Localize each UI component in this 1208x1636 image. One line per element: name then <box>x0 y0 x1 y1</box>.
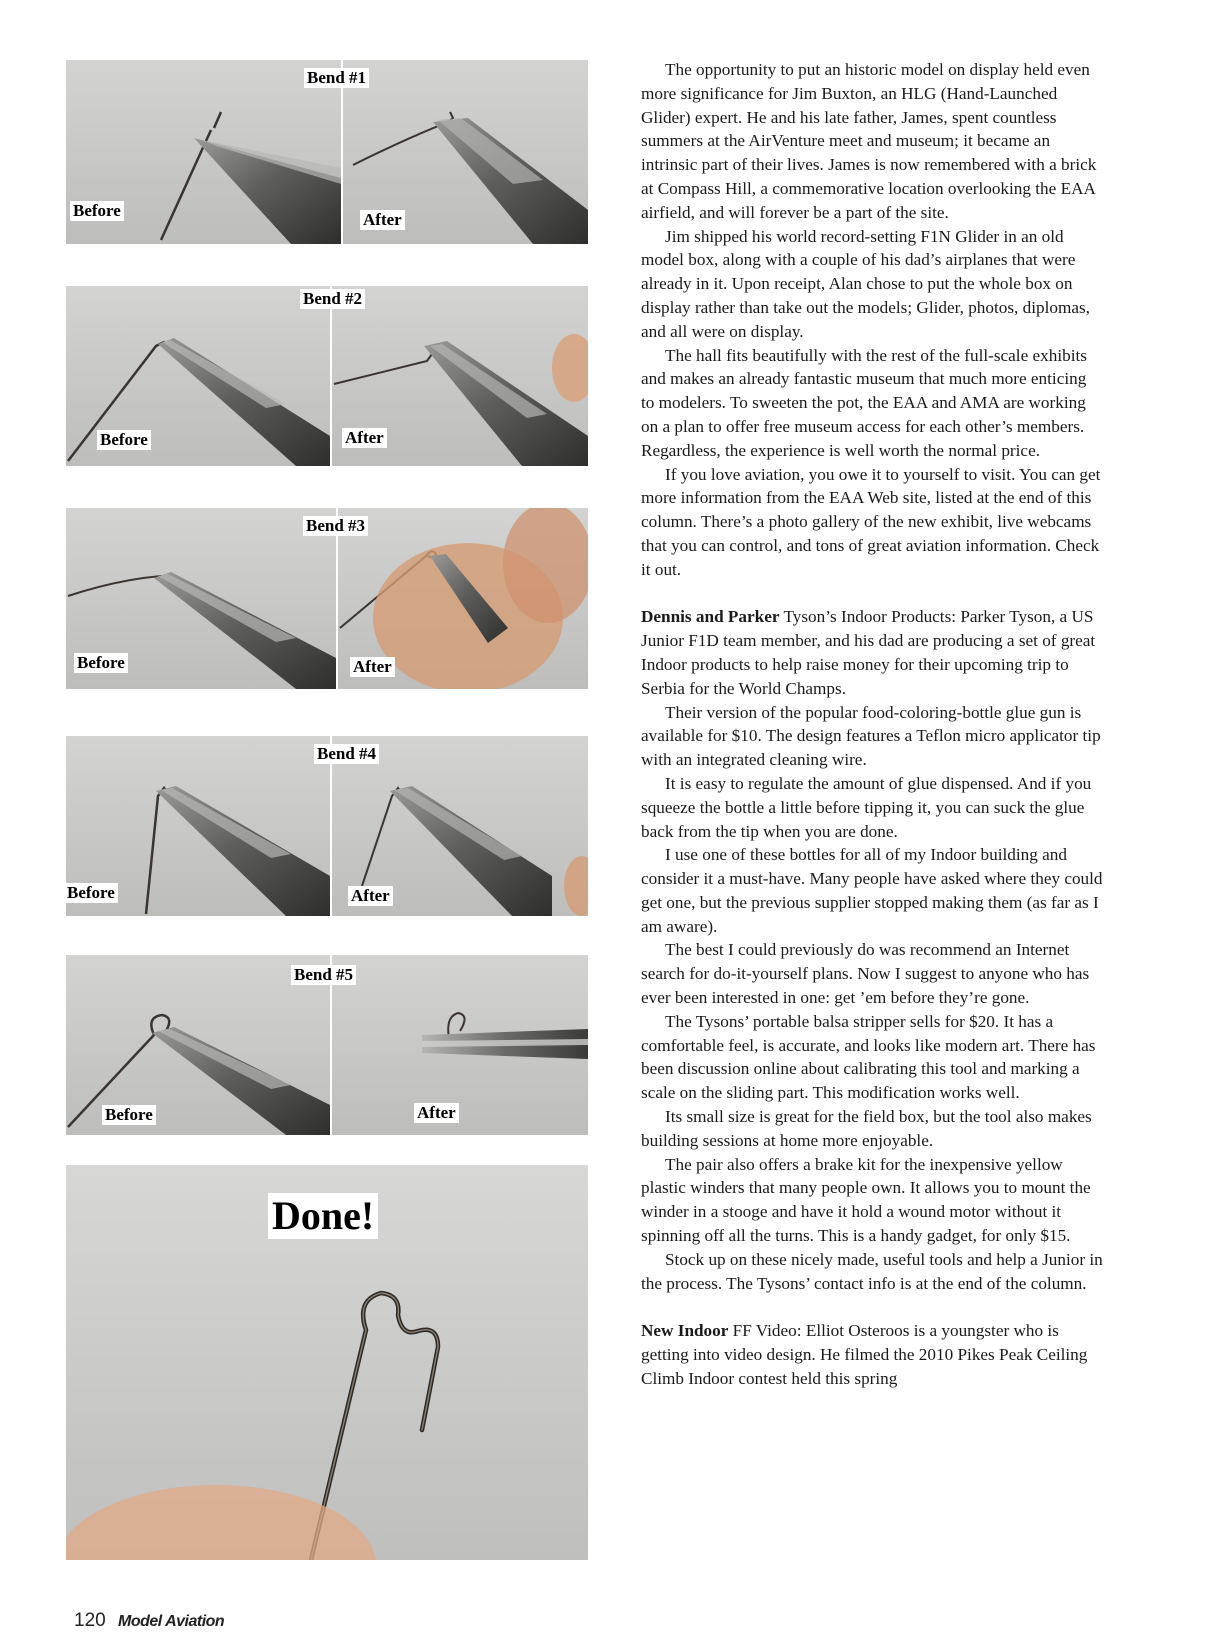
paragraph: The opportunity to put an historic model on display held even more significance for Jim Buxton, an HLG (Hand-Launched Glider) expert. He and his late father, James, spent countless summers at the AirVenture meet and museum; it became an intrinsic part of their lives. James is now remembered with a brick at Compass Hill, a commemorative location overlooking the EAA airfield, and will forever be a part of the site. <box>641 60 1097 222</box>
section-paragraph <box>641 1319 1103 1390</box>
figure-title: Bend #4 <box>314 744 379 764</box>
page-number: 120 <box>74 1610 106 1631</box>
figure-bend-1 <box>66 60 588 244</box>
section-text: Tyson’s Indoor Products: Parker Tyson, a US Junior F1D team member, and his dad are producing a set of great Indoor products to help raise money for their upcoming trip to Serbia for the World Champs. <box>641 607 1096 698</box>
figure-bend-5 <box>66 955 588 1135</box>
paragraph: Jim shipped his world record-setting F1N Glider in an old model box, along with a couple of his dad’s airplanes that were already in it. Upon receipt, Alan chose to put the whole box on display rather than take out the models; Glider, photos, diplomas, and all were on display. <box>641 226 1090 341</box>
paragraph: The hall fits beautifully with the rest of the full-scale exhibits and makes an already fantastic museum that much more enticing to modelers. To sweeten the pot, the EAA and AMA are working on a plan to offer free museum access for each other’s members. Regardless, the experience is well worth the normal price. <box>641 345 1087 460</box>
done-label: Done! <box>268 1193 378 1239</box>
figure-title: Bend #3 <box>303 516 368 536</box>
paragraph: Their version of the popular food-coloring-bottle glue gun is available for $10. The design features a Teflon micro applicator tip with an integrated cleaning wire. <box>641 702 1101 770</box>
paragraph: Its small size is great for the field box, but the tool also makes building sessions at home more enjoyable. <box>641 1107 1092 1150</box>
figure-title: Bend #2 <box>300 289 365 309</box>
figure-title: Bend #5 <box>291 965 356 985</box>
after-label: After <box>414 1103 459 1123</box>
figure-bend-3 <box>66 508 588 689</box>
after-label: After <box>342 428 387 448</box>
magazine-name: Model Aviation <box>118 1613 225 1630</box>
after-label: After <box>360 210 405 230</box>
section-heading: New Indoor <box>641 1321 729 1341</box>
after-label: After <box>350 657 395 677</box>
paragraph: I use one of these bottles for all of my Indoor building and consider it a must-have. Many people have asked where they could get one, but the previous supplier stopped making them (as far as I am aware). <box>641 845 1103 936</box>
section-paragraph <box>641 605 1103 700</box>
after-label: After <box>348 886 393 906</box>
section-heading: Dennis and Parker <box>641 607 780 627</box>
paragraph: The Tysons’ portable balsa stripper sells for $20. It has a comfortable feel, is accurate, and looks like modern art. There has been discussion online about calibrating this tool and marking a scale on the sliding part. This modification works well. <box>641 1011 1096 1103</box>
article-text <box>641 58 1103 1391</box>
paragraph: The best I could previously do was recommend an Internet search for do-it-yourself plans. Now I suggest to anyone who has ever been interested in one: get ’em before they’re gone. <box>641 940 1090 1008</box>
figure-title: Bend #1 <box>304 68 369 88</box>
before-label: Before <box>70 201 124 221</box>
figure-bend-4 <box>66 736 588 916</box>
figure-bend-2 <box>66 286 588 466</box>
figure-done <box>66 1165 588 1560</box>
paragraph: Stock up on these nicely made, useful tools and help a Junior in the process. The Tysons’ contact info is at the end of the column. <box>641 1249 1103 1293</box>
paragraph: The pair also offers a brake kit for the inexpensive yellow plastic winders that many people own. It allows you to mount the winder in a stooge and have it hold a wound motor without it spinning off all the turns. This is a handy gadget, for only $15. <box>641 1154 1091 1246</box>
paragraph: It is easy to regulate the amount of glue dispensed. And if you squeeze the bottle a little before tipping it, you can suck the glue back from the tip when you are done. <box>641 773 1092 841</box>
before-label: Before <box>102 1105 156 1125</box>
before-label: Before <box>66 883 118 903</box>
section-text: FF Video: Elliot Osteroos is a youngster who is getting into video design. He filmed the 2010 Pikes Peak Ceiling Climb Indoor contest held this spring <box>641 1321 1088 1388</box>
photo-after <box>332 955 588 1135</box>
before-label: Before <box>74 653 128 673</box>
paragraph: If you love aviation, you owe it to yourself to visit. You can get more information from the EAA Web site, listed at the end of this column. There’s a photo gallery of the new exhibit, live webcams that you can control, and tons of great aviation information. Check it out. <box>641 464 1101 579</box>
before-label: Before <box>97 430 151 450</box>
